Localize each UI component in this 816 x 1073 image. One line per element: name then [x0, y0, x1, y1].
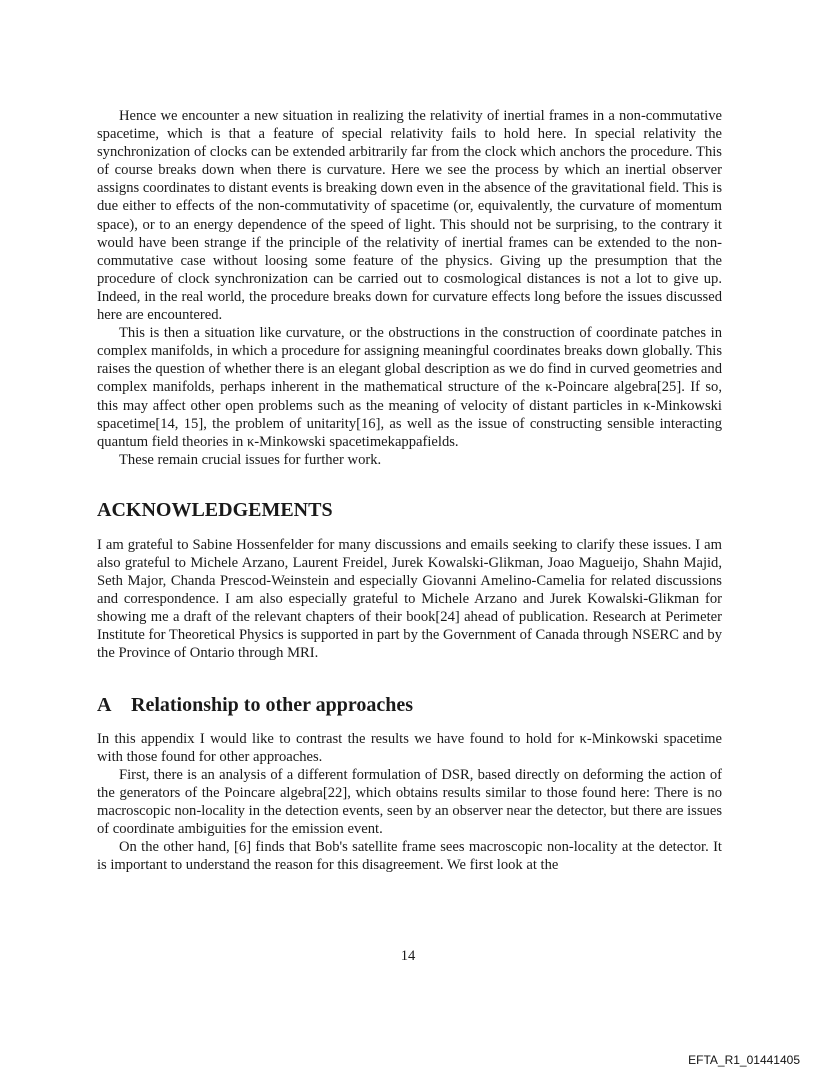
body-paragraph-3: These remain crucial issues for further work. [119, 451, 382, 468]
acknowledgements-heading: ACKNOWLEDGEMENTS [97, 498, 333, 521]
page-content [97, 107, 722, 874]
body-paragraph-1: Hence we encounter a new situation in realizing the relativity of inertial frames in a non-commutative spacetime, which is that a feature of special relativity fails to hold here. In special relativity the synchronization of clocks can be extended arbitrarily far from the clock which anchors the procedure. This of course breaks down when there is curvature. Here we see the process by which an inertial observer assigns coordinates to distant events is breaking down even in the absence of the gravitational field. This is due either to effects of the non-commutativity of spacetime (or, equivalently, the curvature of momentum space), or to an energy dependence of the speed of light. This should not be surprising, to the contrary it would have been strange if the principle of the relativity of inertial frames can be extended to the non-commutative case without loosing some feature of the physics. Giving up the presumption that the procedure of clock synchronization can be carried out to cosmological distances is not a lot to give up. Indeed, in the real world, the procedure breaks down for curvature effects long before the issues discussed here are encountered. [97, 108, 722, 324]
appendix-paragraph-2: First, there is an analysis of a different formulation of DSR, based directly on deforming the action of the generators of the Poincare algebra[22], which obtains results similar to those found here: There is no macroscopic non-locality in the detection events, seen by an observer near the detector, but there are issues of coordinate ambiguities for the emission event. [97, 766, 722, 837]
appendix-heading [97, 693, 722, 717]
document-id-stamp: EFTA_R1_01441405 [688, 1053, 800, 1067]
appendix-paragraph-1: In this appendix I would like to contrast the results we have found to hold for κ-Minkowski spacetime with those found for other approaches. [97, 730, 722, 765]
appendix-number: A [97, 693, 112, 716]
body-paragraph-2: This is then a situation like curvature, or the obstructions in the construction of coordinate patches in complex manifolds, in which a procedure for assigning meaningful coordinates breaks down globally. This raises the question of whether there is an elegant global description as we do find in curved geometries and complex manifolds, perhaps inherent in the mathematical structure of the κ-Poincare algebra[25]. If so, this may affect other open problems such as the meaning of velocity of distant particles in κ-Minkowski spacetime[14, 15], the problem of unitarity[16], as well as the issue of constructing sensible interacting quantum field theories in κ-Minkowski spacetimekappafields. [97, 325, 722, 450]
acknowledgements-paragraph: I am grateful to Sabine Hossenfelder for many discussions and emails seeking to clarify these issues. I am also grateful to Michele Arzano, Laurent Freidel, Jurek Kowalski-Glikman, Joao Magueijo, Shahn Majid, Seth Major, Chanda Prescod-Weinstein and especially Giovanni Amelino-Camelia for related discussions and correspondence. I am also especially grateful to Michele Arzano and Jurek Kowalski-Glikman for showing me a draft of the relevant chapters of their book[24] ahead of publication. Research at Perimeter Institute for Theoretical Physics is supported in part by the Government of Canada through NSERC and by the Province of Ontario through MRI. [97, 536, 722, 662]
page-number: 14 [400, 948, 416, 964]
appendix-title: Relationship to other approaches [131, 693, 414, 716]
appendix-paragraph-3: On the other hand, [6] finds that Bob's satellite frame sees macroscopic non-locality at the detector. It is important to understand the reason for this disagreement. We first look at the [97, 839, 722, 874]
